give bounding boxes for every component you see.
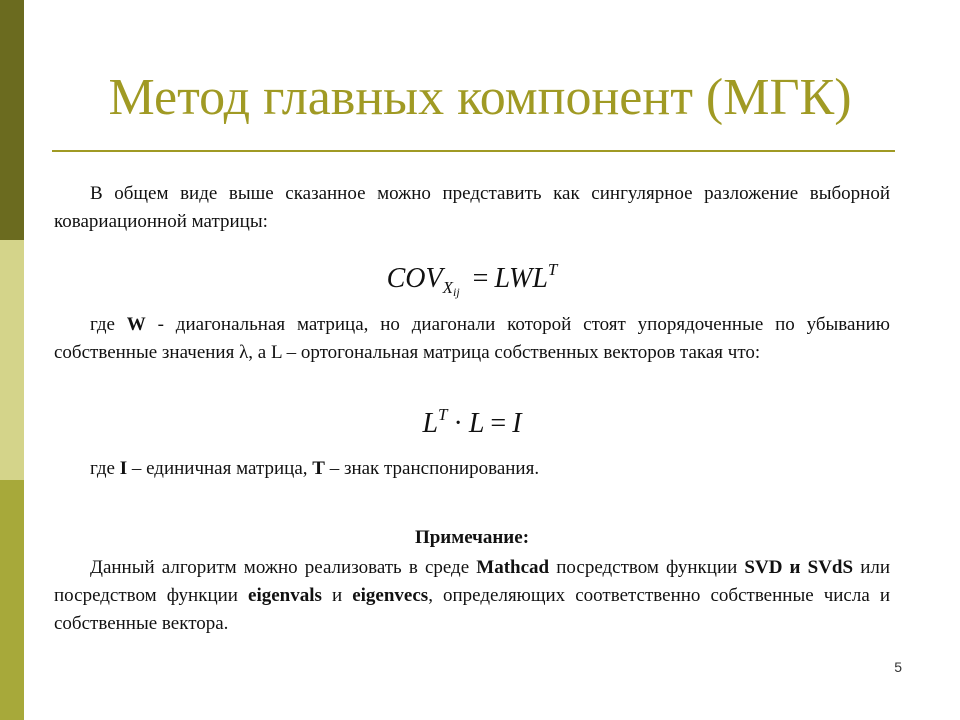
identity-paragraph [54, 455, 890, 483]
formula-cov-subscript [443, 278, 460, 297]
note-eigenvecs: eigenvecs [352, 585, 429, 606]
note-text-5: , определяющих соответственно собственные числа и собственные вектора. [54, 585, 891, 634]
identity-text-1: где [90, 458, 120, 479]
explain-text-2: - диагональная матрица, но диагонали которой стоят упорядоченные по убыванию собственные значения [54, 314, 890, 363]
side-decoration-bar [0, 0, 24, 720]
note-text-3: или посредством функции [54, 557, 891, 606]
formula-cov-lhs: COV [386, 263, 443, 294]
explain-text-1: где [90, 314, 127, 335]
formula-cov-sub-ij: ij [453, 285, 460, 299]
note-eigenvals: eigenvals [248, 585, 322, 606]
explain-lambda: λ [239, 342, 249, 363]
identity-text-2: – единичная матрица, [127, 458, 313, 479]
formula-l: L [422, 408, 439, 439]
side-bar-segment-middle [0, 240, 24, 480]
formula-l2: L [468, 408, 485, 439]
note-text-4: и [321, 585, 353, 606]
formula-orthogonal [54, 395, 890, 444]
explain-text-3: , а L – ортогональная матрица собственных векторов такая что: [248, 342, 761, 363]
identity-i: I [119, 458, 128, 479]
formula-cov-superscript: T [547, 260, 558, 279]
formula-cov-svd [54, 250, 890, 312]
formula-cov-rhs: LWL [494, 263, 548, 294]
formula-dot: · [453, 408, 463, 439]
slide-title: Метод главных компонент (МГК) [108, 69, 852, 126]
identity-t: T [312, 458, 325, 479]
note-text-1: Данный алгоритм можно реализовать в среде [90, 557, 477, 578]
formula-i: I [512, 408, 522, 439]
side-bar-segment-bottom [0, 480, 24, 720]
identity-text-3: – знак транспонирования. [324, 458, 540, 479]
formula-cov-sub-x: X [442, 278, 453, 297]
page-number: 5 [894, 659, 902, 675]
formula-equals: = [490, 408, 507, 439]
title-underline [52, 150, 895, 152]
side-bar-segment-top [0, 0, 24, 240]
note-heading: Примечание: [414, 527, 530, 548]
note-paragraph [54, 554, 890, 638]
note-mathcad: Mathcad [476, 557, 550, 578]
formula-l-superscript: T [438, 405, 448, 424]
note-svd: SVD и SVdS [744, 557, 854, 578]
formula-cov-equals: = [472, 263, 489, 294]
explain-paragraph [54, 311, 890, 367]
explain-w: W [126, 314, 146, 335]
intro-paragraph: В общем виде выше сказанное можно представить как сингулярное разложение выборной ковариационной матрицы: [54, 183, 890, 232]
note-text-2: посредством функции [549, 557, 745, 578]
